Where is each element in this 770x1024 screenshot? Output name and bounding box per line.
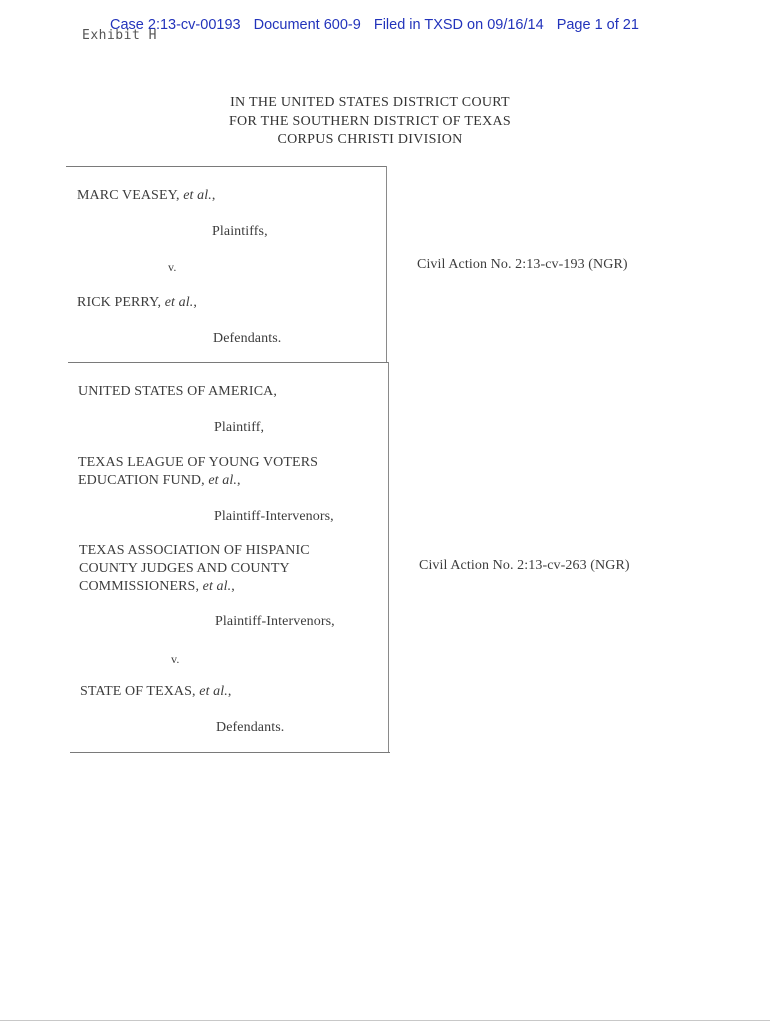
document-number: Document 600-9	[253, 17, 361, 33]
page-bottom-edge	[0, 1020, 770, 1021]
court-heading	[170, 94, 570, 150]
caption-middle-rule	[68, 362, 388, 363]
caption-2-vertical-rule	[388, 362, 389, 752]
exhibit-stamp: Exhibit H	[82, 28, 157, 43]
case-number: Case 2:13-cv-00193	[110, 17, 241, 33]
party-hispanic-judges-line-1: TEXAS ASSOCIATION OF HISPANIC	[79, 543, 310, 558]
civil-action-193: Civil Action No. 2:13-cv-193 (NGR)	[417, 257, 628, 272]
party-united-states: UNITED STATES OF AMERICA,	[78, 384, 277, 399]
role-defendants-2: Defendants.	[216, 720, 285, 735]
caption-top-rule	[66, 166, 386, 167]
page-count: Page 1 of 21	[556, 17, 639, 33]
party-texas-league-line-2: EDUCATION FUND, et al.,	[78, 473, 241, 488]
party-hispanic-judges-line-3: COMMISSIONERS, et al.,	[79, 579, 235, 594]
role-plaintiff-intervenors-2: Plaintiff-Intervenors,	[215, 614, 335, 629]
role-plaintiffs: Plaintiffs,	[212, 224, 268, 239]
role-plaintiff-intervenors-1: Plaintiff-Intervenors,	[214, 509, 334, 524]
versus-2: v.	[171, 652, 180, 666]
civil-action-263: Civil Action No. 2:13-cv-263 (NGR)	[419, 558, 630, 573]
court-line-2: FOR THE SOUTHERN DISTRICT OF TEXAS	[228, 113, 512, 129]
caption-bottom-rule	[70, 752, 390, 753]
role-plaintiff: Plaintiff,	[214, 420, 265, 435]
filed-date: Filed in TXSD on 09/16/14	[373, 17, 544, 33]
caption-1-vertical-rule	[386, 166, 387, 362]
versus-1: v.	[168, 260, 177, 274]
role-defendants-1: Defendants.	[213, 331, 282, 346]
party-state-of-texas: STATE OF TEXAS, et al.,	[80, 684, 232, 699]
party-hispanic-judges-line-2: COUNTY JUDGES AND COUNTY	[79, 561, 290, 576]
party-perry: RICK PERRY, et al.,	[77, 295, 197, 310]
court-line-3: CORPUS CHRISTI DIVISION	[277, 132, 463, 147]
party-texas-league-line-1: TEXAS LEAGUE OF YOUNG VOTERS	[78, 455, 319, 470]
party-veasey: MARC VEASEY, et al.,	[77, 188, 216, 203]
court-line-1: IN THE UNITED STATES DISTRICT COURT	[230, 95, 510, 110]
ecf-filing-header	[110, 17, 648, 33]
